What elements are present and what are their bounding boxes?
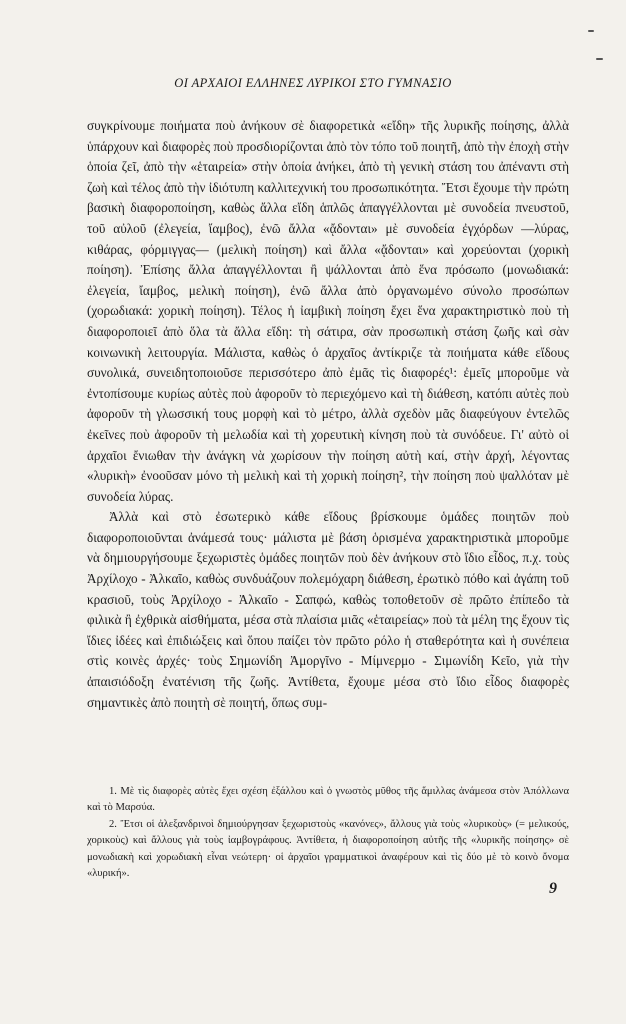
- main-text: [87, 116, 569, 713]
- footnote: 2. Ἔτσι οἱ ἀλεξανδρινοὶ δημιούργησαν ξεχωριστοὺς «κανόνες», ἄλλους γιὰ τοὺς «λυρικοὺς» (= μελικούς, χορικοὺς) καὶ ἄλλους γιὰ τοὺς ἰαμβογράφους. Ἀντίθετα, ἡ διαφοροποίηση αὐτῆς τῆς «λυρικῆς ποίησης» σὲ μονωδιακὴ καὶ χορωδιακὴ εἶναι νεώτερη· οἱ ἀρχαῖοι γραμματικοὶ ἀναφέρουν καὶ τὶς δύο μὲ τὸ κοινὸ ὄνομα «λυρική».: [87, 818, 569, 880]
- footnotes: [87, 784, 569, 882]
- running-title: ΟΙ ΑΡΧΑΙΟΙ ΕΛΛΗΝΕΣ ΛΥΡΙΚΟΙ ΣΤΟ ΓΥΜΝΑΣΙΟ: [174, 76, 452, 90]
- paragraph: συγκρίνουμε ποιήματα ποὺ ἀνήκουν σὲ διαφορετικὰ «εἴδη» τῆς λυρικῆς ποίησης, ἀλλὰ ὑπάρχουν καὶ διαφορὲς ποὺ προσδιορίζονται ἀπὸ τὸν τόπο τοῦ ποιητῆ, ἀπὸ τὴν ἐποχὴ στὴν ὁποία ζεῖ, ἀπὸ τὴν «ἑταιρεία» στὴν ὁποία ἀνήκει, ἀπὸ τὴ γενικὴ στάση του ἀπέναντι στὴ ζωὴ καὶ τέλος ἀπὸ τὴν ἰδιότυπη καλλιτεχνική του προσωπικότητα. Ἔτσι ἔχουμε τὴν πρώτη βασικὴ διαφοροποίηση, καθὼς ἄλλα εἴδη ἁπλῶς ἀπαγγέλλονται μὲ συνοδεία πνευστοῦ, τοῦ αὐλοῦ (ἐλεγεία, ἴαμβος), ἐνῶ ἄλλα «ᾄδονται» μὲ συνοδεία ἐγχόρδων —λύρας, κιθάρας, φόρμιγγας— (μελικὴ ποίηση) καὶ ἄλλα «ᾄδονται» καὶ χορεύονται (χορικὴ ποίηση). Ἐπίσης ἄλλα ἀπαγγέλλονται ἢ ψάλλονται ἀπὸ ἕνα πρόσωπο (μονωδιακά: ἐλεγεία, ἴαμβος, μελικὴ ποίηση), ἐνῶ ἄλλα ἀπὸ ὀργανωμένο σύνολο προσώπων (χορωδιακά: χορικὴ ποίηση). Τέλος ἡ ἰαμβικὴ ποίηση ἔχει ἕνα χαρακτηριστικὸ ποὺ τὴ διαφοροποιεῖ ἀπὸ ὅλα τὰ ἄλλα εἴδη: τὴ σάτιρα, σὰν προσωπικὴ στάση ζωῆς καὶ σὰν κοινωνικὴ λειτουργία. Μάλιστα, καθὼς ὁ ἀρχαῖος ἀντίκριζε τὰ ποιήματα κάθε εἴδους συνολικά, συνειδητοποιοῦσε περισσότερο ἀπὸ ἐμᾶς τὶς διαφορές¹: ἐμεῖς μποροῦμε νὰ ἐντοπίσουμε κυρίως αὐτὲς ποὺ ἀφοροῦν τὸ περιεχόμενο καὶ τὴ διάθεση, κατόπι αὐτὲς ποὺ ἀφοροῦν τὴ γλωσσική τους μορφὴ καὶ τὸ μέτρο, ἀλλὰ σχεδὸν μᾶς διαφεύγουν ἐντελῶς ἐκεῖνες ποὺ ἀφοροῦν τὴ μελωδία καὶ τὴ χορευτικὴ κίνηση ποὺ τὰ συνόδευε. Γι' αὐτὸ οἱ ἀρχαῖοι ἔνιωθαν τὴν ἀνάγκη νὰ χωρίσουν τὴν ποίηση αὐτὴ καί, στὴν ἀρχή, λέγοντας «λυρικὴ» ἐνοοῦσαν μόνο τὴ μελικὴ καὶ τὴ χορικὴ ποίηση², τὴν ποίηση ποὺ ψαλλόταν μὲ συνοδεία λύρας.: [87, 118, 569, 504]
- scan-speck: [588, 30, 594, 32]
- paragraph: Ἀλλὰ καὶ στὸ ἐσωτερικὸ κάθε εἴδους βρίσκουμε ὁμάδες ποιητῶν ποὺ διαφοροποιοῦνται ἀνάμεσά τους· μάλιστα μὲ βάση ὁρισμένα χαρακτηριστικὰ μποροῦμε νὰ δημιουργήσουμε ξεχωριστὲς ὁμάδες ποιητῶν ποὺ δὲν ἀνήκουν στὸ ἴδιο εἶδος, π.χ. τοὺς Ἀρχίλοχο - Ἀλκαῖο, καθὼς συνδυάζουν πολεμόχαρη διάθεση, ἐρωτικὸ πόθο καὶ ἀγάπη τοῦ κρασιοῦ, τοὺς Ἀρχίλοχο - Ἀλκαῖο - Σαπφώ, καθὼς τοποθετοῦν σὲ πρῶτο ἐπίπεδο τὰ φιλικὰ ἢ ἐχθρικὰ αἰσθήματα, μέσα στὰ πλαίσια μιᾶς «ἑταιρείας» ποὺ τὰ μέλη της ἔχουν τὶς ἴδιες ἰδέες καὶ ἐπιδιώξεις καὶ ὅπου παίζει τὸν πρῶτο ρόλο ἡ σταθερότητα καὶ ἡ συνέπεια στὶς κοινὲς ἀρχές· τοὺς Σημωνίδη Ἀμοργῖνο - Μίμνερμο - Σιμωνίδη Κεῖο, γιὰ τὴν ἀπαισιόδοξη ἐνατένιση τῆς ζωῆς. Ἀντίθετα, ἔχουμε μέσα στὸ ἴδιο εἶδος διαφορὲς σημαντικὲς ἀπὸ ποιητὴ σὲ ποιητή, ὅπως συμ-: [87, 509, 569, 710]
- scan-speck: [596, 58, 603, 60]
- footnote: 1. Μὲ τὶς διαφορὲς αὐτὲς ἔχει σχέση ἐξάλλου καὶ ὁ γνωστὸς μῦθος τῆς ἅμιλλας ἀνάμεσα στὸν Ἀπόλλωνα καὶ τὸ Μαρσύα.: [87, 786, 569, 814]
- page-number: 9: [549, 880, 557, 897]
